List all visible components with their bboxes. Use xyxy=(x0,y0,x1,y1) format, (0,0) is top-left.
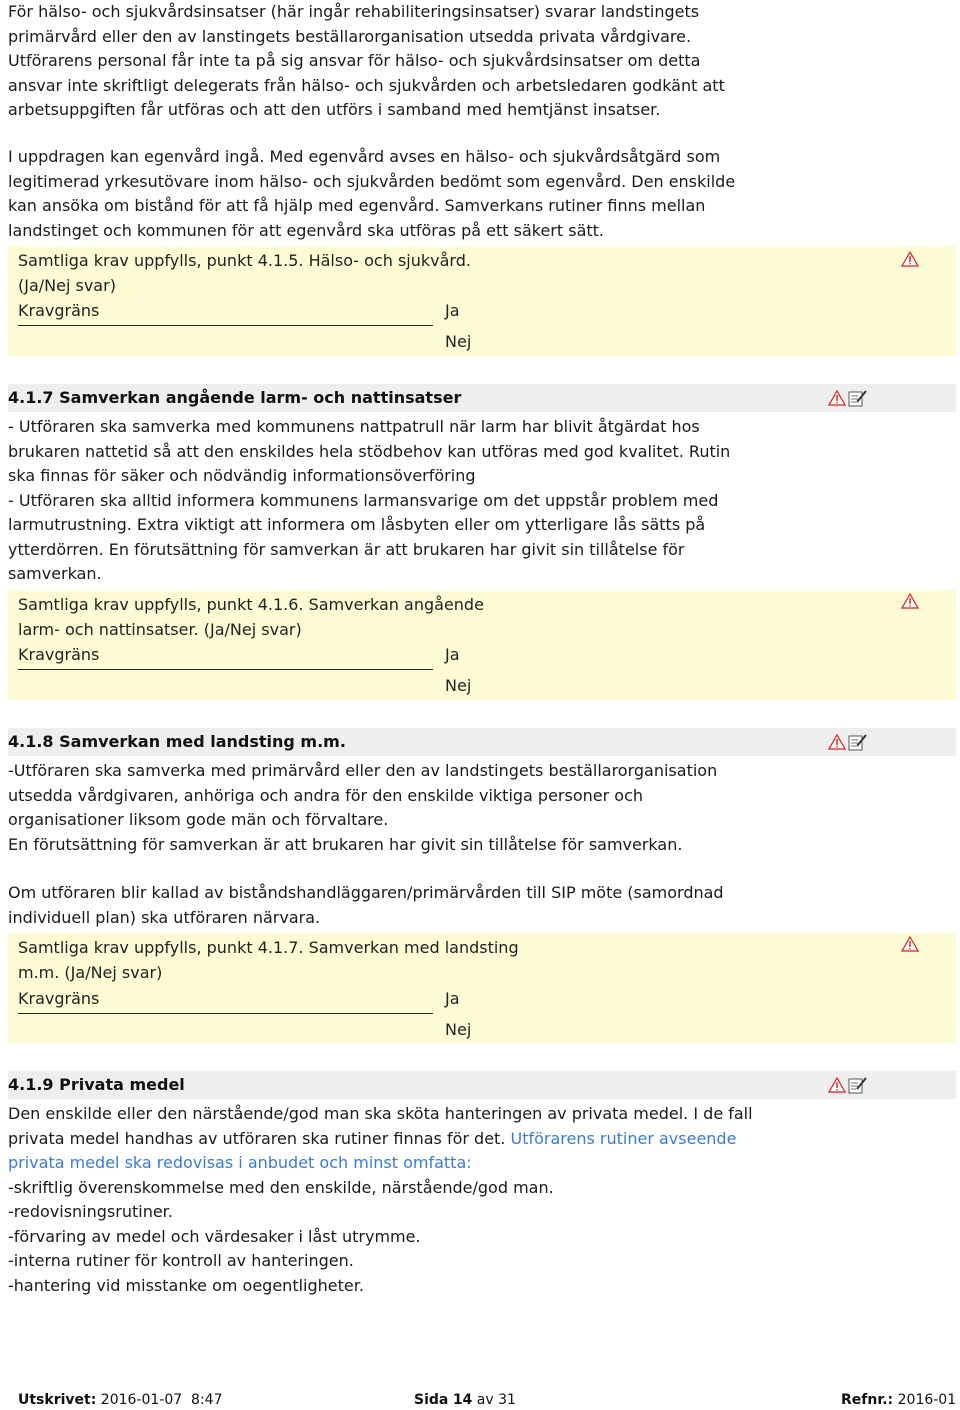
page-label: Sida xyxy=(414,1392,449,1408)
text-line: arbetsuppgiften får utföras och att den utförs i samband med hemtjänst insatser. xyxy=(8,100,661,119)
text-line: Den enskilde eller den närstående/god man ska sköta hanteringen av privata medel. I de fall xyxy=(8,1104,753,1123)
section-title: 4.1.7 Samverkan angående larm- och nattinsatser xyxy=(8,388,462,407)
question-text: (Ja/Nej svar) xyxy=(18,276,116,295)
edit-note-icon[interactable] xyxy=(848,1076,868,1094)
kravgrans-line xyxy=(18,325,433,326)
section-header-417 xyxy=(8,384,956,412)
list-item: -hantering vid misstanke om oegentligheter. xyxy=(8,1275,364,1295)
text-line: I uppdragen kan egenvård ingå. Med egenvård avses en hälso- och sjukvårdsåtgärd som xyxy=(8,147,721,166)
ref-value: 2016-01 xyxy=(897,1392,957,1408)
header-icons xyxy=(828,1076,868,1096)
warning-icon xyxy=(828,1077,846,1093)
warning-icon xyxy=(901,251,919,267)
requirement-box-417 xyxy=(8,933,956,1043)
kravgrans-label: Kravgräns xyxy=(18,645,100,664)
edit-note-icon[interactable] xyxy=(848,733,868,751)
text-line: ansvar inte skriftligt delegerats från hälso- och sjukvården och arbetsledaren godkänt att xyxy=(8,75,725,95)
warning-icon xyxy=(828,390,846,406)
kravgrans-label: Kravgräns xyxy=(18,301,100,320)
text-line: - Utföraren ska alltid informera kommunens larmansvarige om det uppstår problem med xyxy=(8,490,719,510)
ref-label: Refnr.: xyxy=(841,1392,894,1408)
option-ja[interactable]: Ja xyxy=(445,645,460,664)
text-line: samverkan. xyxy=(8,564,102,583)
footer-printed xyxy=(18,1392,222,1408)
section-418-sip xyxy=(8,881,808,930)
text-line: En förutsättning för samverkan är att brukaren har givit sin tillåtelse för samverkan. xyxy=(8,834,683,854)
printed-value: 2016-01-07 8:47 xyxy=(100,1392,223,1408)
list-item: -interna rutiner för kontroll av hanteringen. xyxy=(8,1251,354,1270)
footer-ref xyxy=(841,1392,956,1408)
requirement-box-416 xyxy=(8,590,956,700)
option-ja[interactable]: Ja xyxy=(445,301,460,320)
question-text: Samtliga krav uppfylls, punkt 4.1.5. Hälso- och sjukvård. xyxy=(18,251,471,270)
question-text: m.m. (Ja/Nej svar) xyxy=(18,963,163,982)
header-icons xyxy=(828,733,868,753)
text-line: larmutrustning. Extra viktigt att informera om låsbyten eller om ytterligare lås sätts på xyxy=(8,515,706,534)
egenvard-paragraph xyxy=(8,145,808,243)
warning-icon xyxy=(901,593,919,609)
text-line: För hälso- och sjukvårdsinsatser (här ingår rehabiliteringsinsatser) svarar landstingets xyxy=(8,2,700,21)
option-nej[interactable]: Nej xyxy=(445,1020,472,1039)
text-line: ska finnas för säker och nödvändig informationsöverföring xyxy=(8,466,476,485)
text-line: brukaren nattetid så att den enskildes hela stödbehov kan utföras med god kvalitet. Rutin xyxy=(8,441,731,461)
intro-paragraph xyxy=(8,0,808,123)
text-line: ytterdörren. En förutsättning för samverkan är att brukaren har givit sin tillåtelse för xyxy=(8,539,685,559)
kravgrans-line xyxy=(18,669,433,670)
header-icons xyxy=(828,389,868,409)
kravgrans-line xyxy=(18,1013,433,1014)
page-of: av xyxy=(476,1392,494,1408)
highlighted-text: Utförarens rutiner avseende xyxy=(510,1128,737,1148)
text-line xyxy=(8,1127,808,1152)
text-segment: privata medel handhas av utföraren ska rutiner finnas för det. xyxy=(8,1128,511,1148)
requirement-box-415 xyxy=(8,246,956,356)
text-line: -Utföraren ska samverka med primärvård eller den av landstingets beställarorganisation xyxy=(8,761,718,780)
text-line: utsedda vårdgivaren, anhöriga och andra för den enskilde viktiga personer och xyxy=(8,785,644,805)
text-line: individuell plan) ska utföraren närvara. xyxy=(8,907,321,927)
text-line: primärvård eller den av lanstingets beställarorganisation utsedda privata vårdgivare. xyxy=(8,26,692,46)
section-title: 4.1.9 Privata medel xyxy=(8,1075,185,1094)
text-line: legitimerad yrkesutövare inom hälso- och sjukvården bedömt som egenvård. Den enskilde xyxy=(8,171,736,191)
list-item: -redovisningsrutiner. xyxy=(8,1202,173,1221)
question-text: larm- och nattinsatser. (Ja/Nej svar) xyxy=(18,620,302,639)
section-header-419 xyxy=(8,1071,956,1099)
text-line: - Utföraren ska samverka med kommunens nattpatrull när larm har blivit åtgärdat hos xyxy=(8,417,700,436)
option-nej[interactable]: Nej xyxy=(445,676,472,695)
list-item: -förvaring av medel och värdesaker i låst utrymme. xyxy=(8,1226,421,1246)
edit-note-icon[interactable] xyxy=(848,389,868,407)
kravgrans-label: Kravgräns xyxy=(18,989,100,1008)
section-header-418 xyxy=(8,728,956,756)
section-419-body xyxy=(8,1102,808,1298)
page-number: 14 xyxy=(452,1392,473,1408)
question-text: Samtliga krav uppfylls, punkt 4.1.6. Samverkan angående xyxy=(18,595,484,614)
text-line: Utförarens personal får inte ta på sig ansvar för hälso- och sjukvårdsinsatser om detta xyxy=(8,51,701,70)
question-text: Samtliga krav uppfylls, punkt 4.1.7. Samverkan med landsting xyxy=(18,938,519,957)
footer-page xyxy=(414,1392,516,1408)
section-title: 4.1.8 Samverkan med landsting m.m. xyxy=(8,732,346,751)
warning-icon xyxy=(828,734,846,750)
warning-icon xyxy=(901,936,919,952)
option-nej[interactable]: Nej xyxy=(445,332,472,351)
page-total: 31 xyxy=(498,1392,516,1408)
list-item: -skriftlig överenskommelse med den enskilde, närstående/god man. xyxy=(8,1177,554,1197)
section-417-body xyxy=(8,415,808,587)
text-line: kan ansöka om bistånd för att få hjälp med egenvård. Samverkans rutiner finns mellan xyxy=(8,196,706,215)
printed-label: Utskrivet: xyxy=(18,1392,97,1408)
text-line: landstinget och kommunen för att egenvård ska utföras på ett säkert sätt. xyxy=(8,220,605,240)
text-line: organisationer liksom gode män och förvaltare. xyxy=(8,810,389,829)
option-ja[interactable]: Ja xyxy=(445,989,460,1008)
section-418-body xyxy=(8,759,808,857)
text-line: Om utföraren blir kallad av biståndshandläggaren/primärvården till SIP möte (samordnad xyxy=(8,883,724,902)
highlighted-text: privata medel ska redovisas i anbudet och minst omfatta: xyxy=(8,1153,472,1172)
